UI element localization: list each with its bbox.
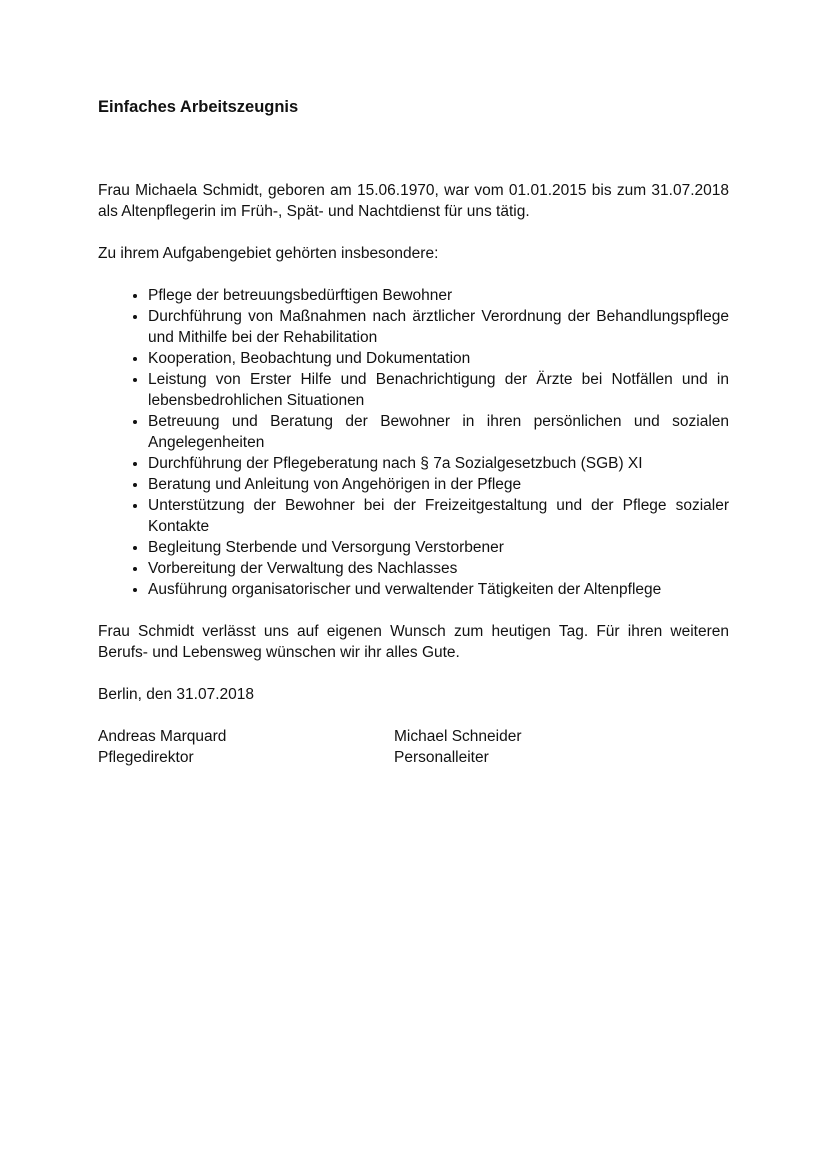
task-item: • Durchführung der Pflegeberatung nach § 7a Sozialgesetzbuch (SGB) XI: [148, 453, 729, 474]
signature-left: [98, 726, 394, 768]
task-item: • Pflege der betreuungsbedürftigen Bewohner: [148, 285, 729, 306]
signature-role: Personalleiter: [394, 749, 489, 766]
task-item: • Unterstützung der Bewohner bei der Freizeitgestaltung und der Pflege sozialer Kontakte: [148, 495, 729, 537]
signature-name: Andreas Marquard: [98, 728, 227, 745]
tasks-list: [98, 285, 729, 600]
document-title: Einfaches Arbeitszeugnis: [98, 98, 299, 116]
task-item: • Beratung und Anleitung von Angehörigen in der Pflege: [148, 474, 729, 495]
signature-role: Pflegedirektor: [98, 749, 194, 766]
task-item: • Durchführung von Maßnahmen nach ärztlicher Verordnung der Behandlungspflege und Mithilfe bei der Rehabilitation: [148, 306, 729, 348]
task-item: • Kooperation, Beobachtung und Dokumentation: [148, 348, 729, 369]
intro-paragraph: Frau Michaela Schmidt, geboren am 15.06.1970, war vom 01.01.2015 bis zum 31.07.2018 als Altenpflegerin im Früh-, Spät- und Nachtdienst für uns tätig.: [98, 182, 729, 220]
task-item: • Ausführung organisatorischer und verwaltender Tätigkeiten der Altenpflege: [148, 579, 729, 600]
task-item: • Vorbereitung der Verwaltung des Nachlasses: [148, 558, 729, 579]
closing-paragraph: Frau Schmidt verlässt uns auf eigenen Wunsch zum heutigen Tag. Für ihren weiteren Berufs- und Lebensweg wünschen wir ihr alles Gute.: [98, 623, 729, 661]
signature-block: [98, 726, 729, 768]
signature-name: Michael Schneider: [394, 728, 522, 745]
date-line: Berlin, den 31.07.2018: [98, 686, 254, 703]
signature-right: [394, 726, 690, 768]
task-item: • Leistung von Erster Hilfe und Benachrichtigung der Ärzte bei Notfällen und in lebensbedrohlichen Situationen: [148, 369, 729, 411]
tasks-intro: Zu ihrem Aufgabengebiet gehörten insbesondere:: [98, 245, 439, 262]
task-item: • Betreuung und Beratung der Bewohner in ihren persönlichen und sozialen Angelegenheiten: [148, 411, 729, 453]
task-item: • Begleitung Sterbende und Versorgung Verstorbener: [148, 537, 729, 558]
